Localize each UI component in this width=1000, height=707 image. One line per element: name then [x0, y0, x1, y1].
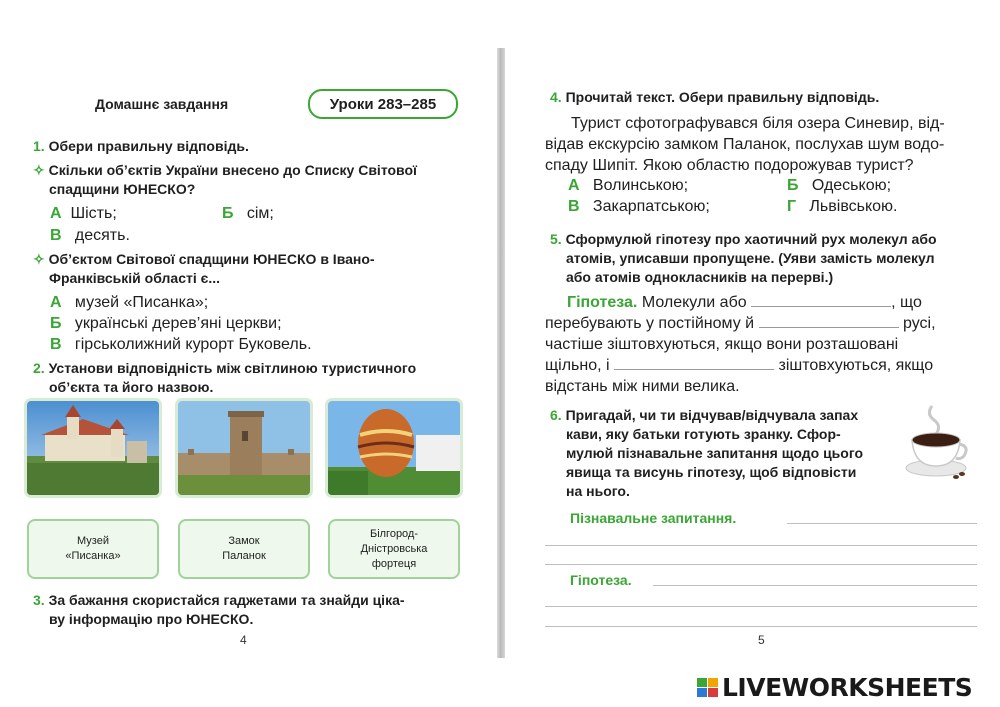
card-line: Білгород- — [369, 527, 419, 540]
page-number-left: 4 — [240, 633, 247, 647]
photo-palanok-castle — [27, 401, 159, 495]
option-letter: Г — [787, 198, 797, 215]
answer-line[interactable] — [545, 606, 977, 607]
card-line: «Писанка» — [65, 550, 121, 562]
task-2-line-1: Установи відповідність між світлиною туристичного — [48, 360, 417, 376]
hypothesis-text: зіштовхуються, якщо — [778, 357, 934, 374]
hypothesis-text: русі, — [903, 315, 936, 332]
option-letter: В — [50, 227, 62, 244]
option-letter: А — [50, 294, 62, 311]
q2-option-c[interactable] — [50, 334, 312, 355]
option-text: Закарпатською; — [592, 198, 710, 215]
question-2-line-2: Франківській області є... — [49, 270, 221, 286]
coffee-cup-icon — [902, 402, 972, 482]
answer-line[interactable] — [545, 545, 977, 546]
q1-option-a[interactable] — [50, 203, 117, 224]
task-6-line: на нього. — [566, 483, 630, 499]
task-6-heading — [550, 406, 900, 501]
blank-input-2[interactable] — [759, 314, 899, 328]
task-6-number: 6. — [550, 407, 562, 423]
question-1-line-2: спадщини ЮНЕСКО? — [49, 181, 196, 197]
option-text: українські дерев’яні церкви; — [74, 315, 282, 332]
paragraph-line: відав екскурсію замком Паланок, послухав шум водо- — [545, 136, 945, 153]
option-letter: Б — [50, 315, 62, 332]
task-4-number: 4. — [550, 89, 562, 105]
task-6-line: явища та висунь гіпотезу, щоб відповісти — [566, 464, 857, 480]
task-5-line-2: атомів, уписавши пропущене. (Уяви замість молекул — [566, 250, 935, 266]
hypothesis-block — [545, 292, 985, 397]
cognitive-question-label: Пізнавальне запитання. — [570, 510, 737, 526]
paragraph-line: спаду Шипіт. Якою областю подорожував турист? — [545, 157, 914, 174]
hypothesis-text: щільно, і — [545, 357, 610, 374]
option-text: гірськолижний курорт Буковель. — [74, 336, 312, 353]
book-gutter — [497, 48, 505, 658]
option-letter: А — [568, 177, 580, 194]
liveworksheets-logo[interactable] — [697, 672, 972, 702]
task-2-heading — [33, 359, 463, 397]
hypothesis-6-label: Гіпотеза. — [570, 572, 632, 588]
option-letter: В — [568, 198, 580, 215]
task-5-number: 5. — [550, 231, 562, 247]
task-4-paragraph — [545, 113, 985, 176]
right-page — [505, 0, 1000, 690]
hypothesis-text: , що — [891, 294, 922, 311]
q1-option-b[interactable] — [222, 203, 274, 224]
diamond-bullet-icon: ✧ — [33, 251, 45, 267]
option-text: Одеською; — [811, 177, 892, 194]
card-palanok[interactable] — [178, 519, 310, 579]
q2-option-a[interactable] — [50, 292, 208, 313]
task-6-line: мулюй пізнавальне запитання щодо цього — [566, 445, 864, 461]
logo-grid-icon — [697, 678, 718, 697]
option-text: Шість; — [70, 205, 117, 222]
question-1-line-1: Скільки об’єктів України внесено до Списку Світової — [48, 162, 417, 178]
card-line: Музей — [77, 535, 109, 547]
lessons-badge: Уроки 283–285 — [308, 89, 458, 119]
task-3-line-1: За бажання скористайся гаджетами та знайди ціка- — [48, 592, 405, 608]
option-letter: Б — [787, 177, 799, 194]
task-4-text: Прочитай текст. Обери правильну відповідь. — [565, 89, 880, 105]
q4-option-a[interactable] — [568, 175, 688, 196]
option-text: десять. — [74, 227, 130, 244]
card-pysanka[interactable] — [27, 519, 159, 579]
option-text: Волинською; — [592, 177, 689, 194]
homework-title: Домашнє завдання — [95, 96, 229, 112]
q1-option-c[interactable] — [50, 225, 130, 246]
question-1 — [33, 161, 463, 199]
q4-option-c[interactable] — [568, 196, 710, 217]
diamond-bullet-icon: ✧ — [33, 162, 45, 178]
option-text: музей «Писанка»; — [74, 294, 209, 311]
answer-line[interactable] — [653, 585, 977, 586]
task-2-number: 2. — [33, 360, 45, 376]
hypothesis-text: частіше зіштовхуються, якщо вони розташовані — [545, 336, 899, 353]
task-1-text: Обери правильну відповідь. — [48, 138, 249, 154]
task-5-heading — [550, 230, 990, 287]
task-5-line-3: або атомів однокласників на перерві.) — [566, 269, 834, 285]
card-line: Замок — [228, 535, 260, 547]
task-3-heading — [33, 591, 463, 629]
hypothesis-text: Молекули або — [641, 294, 747, 311]
task-4-heading — [550, 88, 879, 107]
q2-option-b[interactable] — [50, 313, 282, 334]
card-bilhorod-fortress[interactable] — [328, 519, 460, 579]
option-letter: А — [50, 205, 62, 222]
photo-fortress — [178, 401, 310, 495]
task-1-number: 1. — [33, 138, 45, 154]
task-1-heading — [33, 137, 249, 156]
logo-text: LIVEWORKSHEETS — [722, 672, 973, 702]
question-2 — [33, 250, 463, 288]
option-letter: В — [50, 336, 62, 353]
answer-line[interactable] — [545, 626, 977, 627]
task-3-number: 3. — [33, 592, 45, 608]
page-number-right: 5 — [758, 633, 765, 647]
blank-input-1[interactable] — [751, 293, 891, 307]
blank-input-3[interactable] — [614, 356, 774, 370]
option-text: сім; — [246, 205, 274, 222]
option-text: Львівською. — [809, 198, 898, 215]
card-line: Паланок — [222, 550, 266, 562]
photo-pysanka-museum — [328, 401, 460, 495]
card-line: фортеця — [371, 557, 417, 570]
paragraph-line: Турист сфотографувався біля озера Синевир, від- — [571, 115, 945, 132]
answer-line[interactable] — [787, 523, 977, 524]
question-2-line-1: Об’єктом Світової спадщини ЮНЕСКО в Івано- — [48, 251, 375, 267]
hypothesis-text: перебувають у постійному й — [545, 315, 755, 332]
q4-option-d[interactable] — [787, 196, 898, 217]
task-2-line-2: об’єкта та його назвою. — [49, 379, 214, 395]
option-letter: Б — [222, 205, 234, 222]
hypothesis-label: Гіпотеза. — [567, 294, 638, 311]
task-5-line-1: Сформулюй гіпотезу про хаотичний рух молекул або — [565, 231, 937, 247]
hypothesis-text: відстань між ними велика. — [545, 378, 740, 395]
q4-option-b[interactable] — [787, 175, 891, 196]
left-page — [0, 0, 497, 690]
answer-line[interactable] — [545, 564, 977, 565]
task-6-line: Пригадай, чи ти відчував/відчувала запах — [565, 407, 859, 423]
task-3-line-2: ву інформацію про ЮНЕСКО. — [49, 611, 254, 627]
task-6-line: кави, яку батьки готують зранку. Сфор- — [566, 426, 841, 442]
card-line: Дністровська — [360, 542, 428, 555]
